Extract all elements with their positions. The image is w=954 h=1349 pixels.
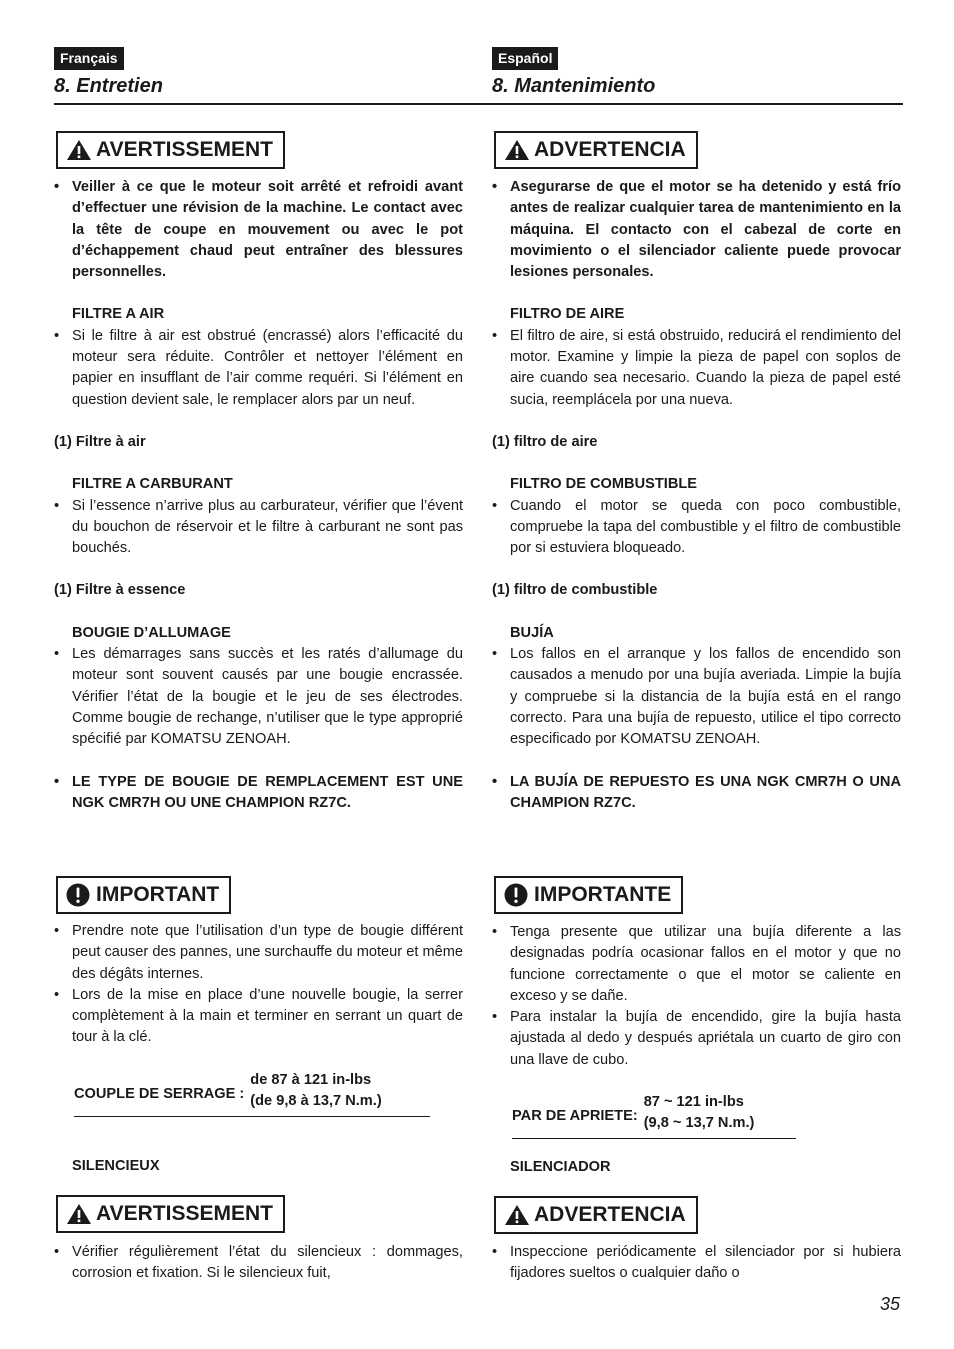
torque-label: COUPLE DE SERRAGE : xyxy=(74,1086,245,1102)
language-tab-spanish: Español xyxy=(492,47,558,70)
warning-triangle-icon xyxy=(504,1204,530,1226)
torque-value-line-1: 87 ~ 121 in-lbs xyxy=(643,1094,744,1110)
warning-label: ADVERTENCIA xyxy=(534,1203,686,1226)
torque-spec xyxy=(74,1070,430,1117)
spark-plug-text: • Les démarrages sans succès et les ratés d’allumage du moteur sont souvent causés par une bougie encrassée. Vérifier l’état de la bougie et le jeu de ses électrodes. Comme bougie de rechange, n’utiliser que le type approprié spécifié par KOMATSU ZENOAH. xyxy=(54,644,463,750)
spark-plug-type: • LA BUJÍA DE REPUESTO ES UNA NGK CMR7H O UNA CHAMPION RZ7C. xyxy=(492,772,901,815)
fuel-filter-caption: (1) filtro de combustible xyxy=(492,582,658,599)
muffler-heading: SILENCIADOR xyxy=(510,1159,611,1175)
language-tab-french: Français xyxy=(54,47,124,70)
spark-plug-text: • Los fallos en el arranque y los fallos de encendido son causados a menudo por una bujía averiada. Limpie la bujía y compruebe si la distancia de la bujía está en el rango correcto. Para una bujía de repuesto, utilice el tipo correcto especificado por KOMATSU ZENOAH. xyxy=(492,644,901,750)
right-body-3 xyxy=(492,1157,901,1178)
left-body-1 xyxy=(54,177,463,814)
exclamation-circle-icon xyxy=(504,883,528,907)
torque-value-line-2: (9,8 ~ 13,7 N.m.) xyxy=(643,1115,755,1131)
warning-label: ADVERTENCIA xyxy=(534,138,686,161)
muffler-warning-text: • Vérifier régulièrement l’état du silencieux : dommages, corrosion et fixation. Si le silencieux fuit, xyxy=(54,1242,463,1285)
warning-label: AVERTISSEMENT xyxy=(96,138,273,161)
section-title-french: 8. Entretien xyxy=(54,75,163,97)
important-box xyxy=(494,876,683,914)
air-filter-caption: (1) filtro de aire xyxy=(492,433,598,450)
fuel-filter-heading: FILTRO DE COMBUSTIBLE xyxy=(510,476,698,493)
warning-box xyxy=(56,131,285,169)
warning-box-2 xyxy=(494,1196,698,1234)
air-filter-heading: FILTRO DE AIRE xyxy=(510,306,625,323)
left-body-3 xyxy=(54,1156,463,1177)
air-filter-caption: (1) Filtre à air xyxy=(54,433,146,450)
important-label: IMPORTANT xyxy=(96,883,220,906)
air-filter-text: • Si le filtre à air est obstrué (encrassé) alors l’efficacité du moteur sera réduite. Contrôler et nettoyer l’élément en papier en insufflant de l’air comme requéri. Si l’élément en question devient sale, le remplacer alors par un neuf. xyxy=(54,326,463,411)
torque-spec xyxy=(512,1092,796,1139)
important-item-1: • Prendre note que l’utilisation d’un type de bougie différent peut causer des pannes, une surchauffe du moteur et même des dégâts internes. xyxy=(54,921,463,985)
important-item-1: • Tenga presente que utilizar una bujía diferente a las designadas podría ocasionar fallos en el motor y que no funcione correctamente o que el motor se caliente en exceso y se dañe. xyxy=(492,922,901,1007)
important-box xyxy=(56,876,231,914)
important-label: IMPORTANTE xyxy=(534,883,672,906)
warning-text: • Asegurarse de que el motor se ha detenido y está frío antes de realizar cualquier tarea de mantenimiento en la máquina. El contacto con el cabezal de corte en movimiento o el silenciador caliente puede provocar lesiones personales. xyxy=(492,177,901,283)
important-item-2: • Lors de la mise en place d’une nouvelle bougie, la serrer complètement à la main et terminer en serrant un quart de tour à la clé. xyxy=(54,985,463,1049)
torque-value-line-2: (de 9,8 à 13,7 N.m.) xyxy=(250,1093,382,1109)
section-title-spanish: 8. Mantenimiento xyxy=(492,75,656,97)
torque-value-line-1: de 87 à 121 in-lbs xyxy=(250,1072,372,1088)
torque-label: PAR DE APRIETE: xyxy=(512,1108,638,1124)
warning-triangle-icon xyxy=(66,1203,92,1225)
warning-box-2 xyxy=(56,1195,285,1233)
muffler-heading: SILENCIEUX xyxy=(72,1158,160,1174)
right-body-4 xyxy=(492,1242,901,1285)
fuel-filter-text: • Cuando el motor se queda con poco combustible, compruebe la tapa del combustible y el filtro de combustible por si estuviera bloqueado. xyxy=(492,496,901,560)
warning-text: • Veiller à ce que le moteur soit arrêté et refroidi avant d’effectuer une révision de la machine. Le contact avec la tête de coupe en mouvement ou avec le pot d’échappement chaud peut entraîner des blessures personnelles. xyxy=(54,177,463,283)
left-body-2 xyxy=(54,921,463,1049)
spark-plug-heading: BUJÍA xyxy=(510,624,554,641)
torque-value xyxy=(644,1092,755,1134)
spark-plug-heading: BOUGIE D’ALLUMAGE xyxy=(72,624,231,641)
warning-box xyxy=(494,131,698,169)
fuel-filter-text: • Si l’essence n’arrive plus au carburateur, vérifier que l’évent du bouchon de réservoir et le filtre à carburant ne sont pas bouchés. xyxy=(54,496,463,560)
exclamation-circle-icon xyxy=(66,883,90,907)
warning-label: AVERTISSEMENT xyxy=(96,1202,273,1225)
page-number: 35 xyxy=(879,1294,900,1314)
fuel-filter-caption: (1) Filtre à essence xyxy=(54,582,186,599)
fuel-filter-heading: FILTRE A CARBURANT xyxy=(72,476,233,493)
right-body-2 xyxy=(492,922,901,1071)
right-body-1 xyxy=(492,177,901,814)
left-body-4 xyxy=(54,1242,463,1285)
spark-plug-type: • LE TYPE DE BOUGIE DE REMPLACEMENT EST UNE NGK CMR7H OU UNE CHAMPION RZ7C. xyxy=(54,772,463,815)
header-rule xyxy=(54,103,903,105)
warning-triangle-icon xyxy=(66,139,92,161)
air-filter-text: • El filtro de aire, si está obstruido, reducirá el rendimiento del motor. Examine y limpie la pieza de papel con soplos de aire cuando sea necesario. Cuando la pieza de papel esté sucia, reemplácela por una nueva. xyxy=(492,326,901,411)
air-filter-heading: FILTRE A AIR xyxy=(72,306,165,323)
torque-value xyxy=(250,1070,381,1112)
warning-triangle-icon xyxy=(504,139,530,161)
muffler-warning-text: • Inspeccione periódicamente el silenciador por si hubiera fijadores sueltos o cualquier daño o xyxy=(492,1242,901,1285)
important-item-2: • Para instalar la bujía de encendido, gire la bujía hasta ajustada al dedo y después apriétala un cuarto de giro con una llave de cubo. xyxy=(492,1007,901,1071)
